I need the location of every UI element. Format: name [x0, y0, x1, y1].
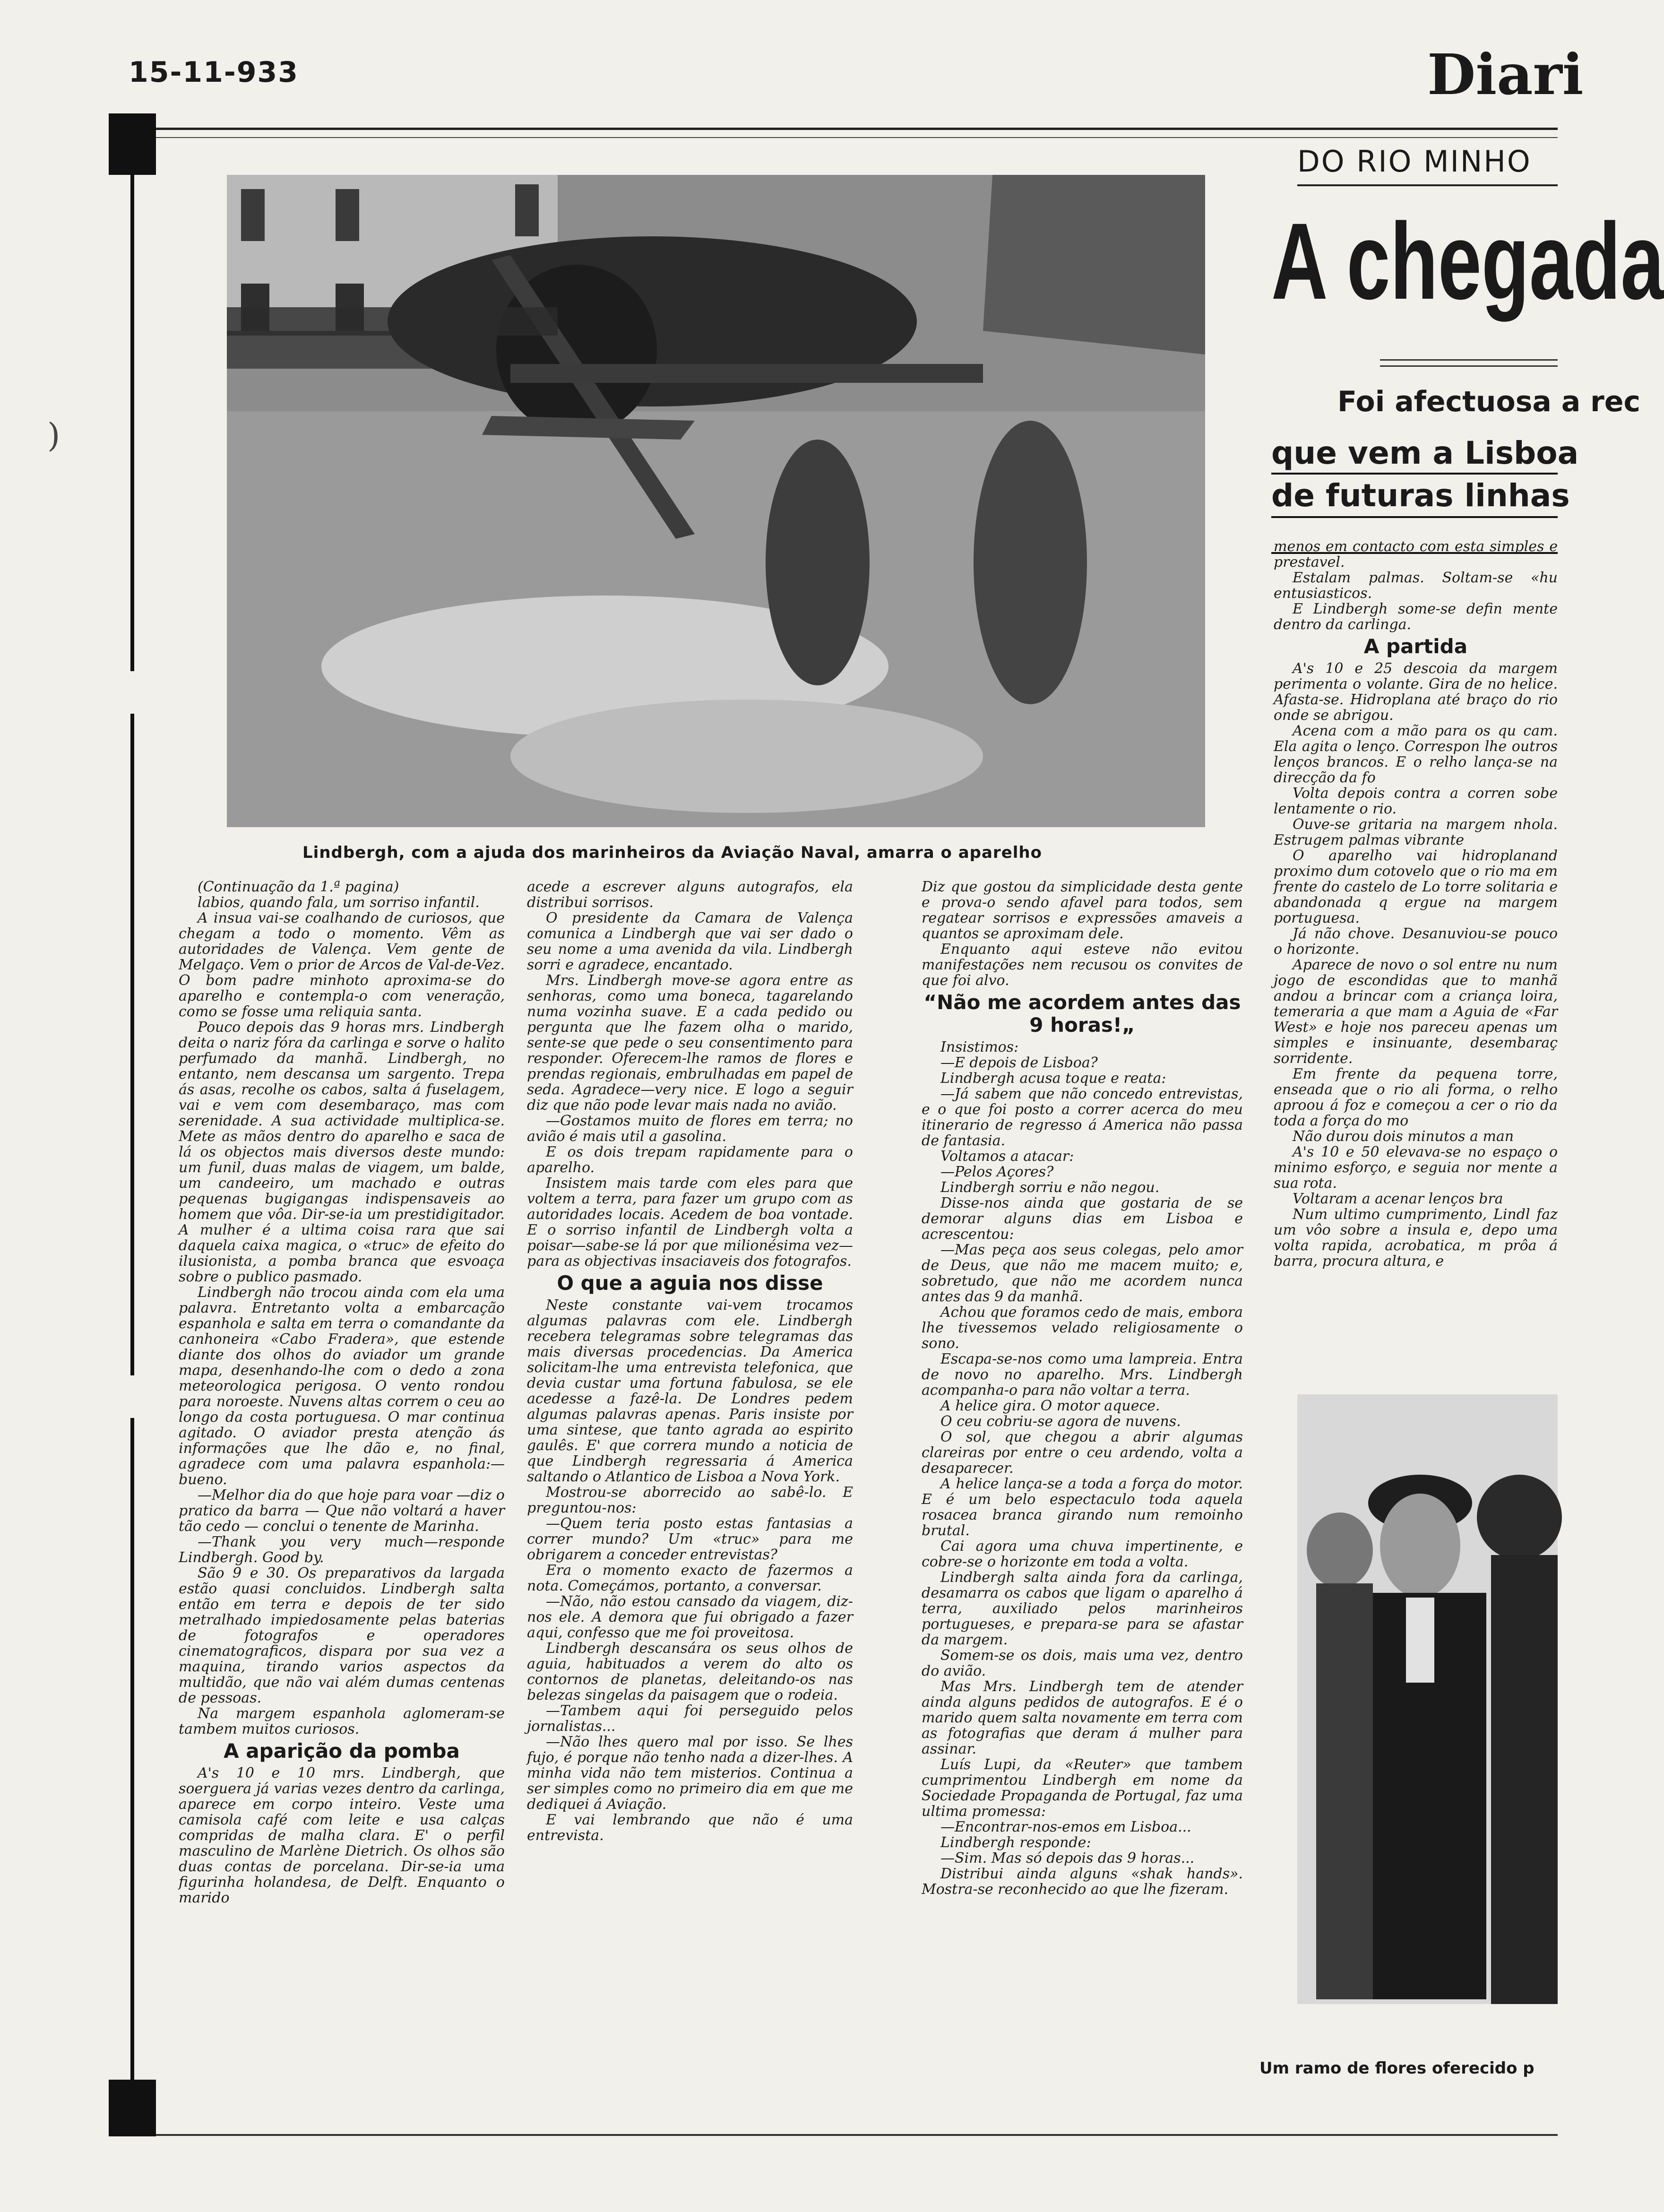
paragraph: —E depois de Lisboa?	[940, 1054, 1098, 1071]
headline-double-rule	[1380, 359, 1558, 367]
paragraph: Mostrou-se aborrecido ao sabê-lo. E preguntou-nos:	[527, 1484, 853, 1516]
continuation-note: (Continuação da 1.ª pagina)	[198, 879, 399, 895]
margin-mark: )	[47, 416, 60, 455]
headline: A chegada	[1271, 200, 1664, 322]
deck-underline	[1271, 473, 1558, 475]
paragraph: Num ultimo cumprimento, Lindl faz um vôo sobre a insula e, depo uma volta rapida, acrobatica, m prôa á barra, procura altura, e	[1274, 1206, 1558, 1270]
footer-rule	[156, 2134, 1558, 2136]
paragraph: —Quem teria posto estas fantasias a correr mundo? Um «truc» para me obrigarem a conceder entrevistas?	[527, 1515, 853, 1563]
paragraph: Diz que gostou da simplicidade desta gente e prova-o sendo afavel para todos, sem regatear sorrisos e expressões amaveis a quantos se aproximam dele.	[922, 879, 1243, 942]
subheading: A aparição da pomba	[224, 1739, 460, 1763]
paragraph: Mrs. Lindbergh move-se agora entre as senhoras, como uma boneca, tagarelando numa vozinha suave. E a cada pedido ou pergunta que lhe fazem olha o marido, sente-se que pede o seu consentimento para responder. Oferecem-lhe ramos de flores e prendas regionais, embrulhadas em papel de seda. Agradece—very nice. E logo a seguir diz que não pode levar mais nada no avião.	[527, 972, 853, 1114]
paragraph: Enquanto aqui esteve não evitou manifestações nem recusou os convites de que foi alvo.	[922, 941, 1243, 989]
masthead-title: Diari	[1427, 42, 1584, 107]
paragraph: Já não chove. Desanuviou-se pouco o horizonte.	[1274, 925, 1558, 958]
paragraph: —Thank you very much—responde Lindbergh. Good by.	[179, 1534, 505, 1566]
paragraph: O presidente da Camara de Valença comunica a Lindbergh que vai ser dado o seu nome a uma avenida da vila. Lindbergh sorri e agradece, encantado.	[527, 910, 853, 973]
subheading: O que a aguia nos disse	[557, 1271, 823, 1295]
paragraph: Em frente da pequena torre, enseada que o rio ali forma, o relho aproou á foz e começou a cer o rio da toda a força do mo	[1274, 1066, 1558, 1129]
binding-bar	[109, 113, 156, 2146]
issue-date: 15-11-933	[129, 56, 299, 89]
officers-illustration	[1297, 1394, 1558, 2004]
paragraph: Lindbergh salta ainda fora da carlinga, desamarra os cabos que ligam o aparelho á terra, auxiliado pelos marinheiros portugueses, e prepara-se para se afastar da margem.	[922, 1569, 1243, 1648]
paragraph: O aparelho vai hidroplanand proximo dum cotovelo que o rio ma em frente do castelo de Lo torre solitaria e abandonada q ergue na margem portuguesa.	[1274, 847, 1558, 926]
paragraph: Lindbergh acusa toque e reata:	[940, 1070, 1166, 1087]
paragraph: —Melhor dia do que hoje para voar —diz o pratico da barra — Que não voltará a haver tão cedo — conclui o tenente de Marinha.	[179, 1487, 505, 1535]
officers-photo	[1297, 1394, 1558, 2004]
paragraph: Disse-nos ainda que gostaria de se demorar alguns dias em Lisboa e acrescentou:	[922, 1195, 1243, 1243]
deck-line-3: de futuras linhas	[1271, 477, 1570, 514]
subheading: “Não me acordem antes das 9 horas!„	[923, 991, 1241, 1037]
paragraph: —Sim. Mas só depois das 9 horas...	[940, 1850, 1195, 1866]
article-column-3	[922, 879, 1243, 1897]
paragraph: Acena com a mão para os qu cam. Ela agita o lenço. Correspon lhe outros lenços brancos. E o relho lança-se na direcção da fo	[1274, 723, 1558, 786]
paragraph: A's 10 e 25 descoia da margem perimenta o volante. Gira de no helice. Afasta-se. Hidroplana até braço do rio onde se abrigou.	[1274, 660, 1558, 724]
paragraph: Voltamos a atacar:	[940, 1148, 1074, 1165]
paragraph: Cai agora uma chuva impertinente, e cobre-se o horizonte em toda a volta.	[922, 1538, 1243, 1570]
deck-line-1: Foi afectuosa a rec	[1337, 385, 1641, 418]
subheading: A partida	[1363, 635, 1468, 658]
paragraph: labios, quando fala, um sorriso infantil.	[198, 894, 480, 911]
paragraph: A insua vai-se coalhando de curiosos, que chegam a todo o momento. Vêm as autoridades de Valença. Vem gente de Melgaço. Vem o prior de Arcos de Val-de-Vez. O bom padre minhoto aproxima-se do aparelho e contempla-o com veneração, como se fosse uma reliquia santa.	[179, 910, 505, 1020]
paragraph: —Encontrar-nos-emos em Lisboa...	[940, 1819, 1191, 1835]
paragraph: Voltaram a acenar lenços bra	[1293, 1191, 1503, 1207]
paragraph: Estalam palmas. Soltam-se «hu entusiasticos.	[1274, 570, 1558, 602]
paragraph: menos em contacto com esta simples e prestavel.	[1274, 538, 1558, 570]
paragraph: —Tambem aqui foi perseguido pelos jornalistas...	[527, 1702, 853, 1735]
paragraph: Somem-se os dois, mais uma vez, dentro do avião.	[922, 1647, 1243, 1679]
paragraph: A helice lança-se a toda a força do motor. E é um belo espectaculo toda aquela rosacea branca girando num remoinho brutal.	[922, 1476, 1243, 1539]
paragraph: —Não, não estou cansado da viagem, diz-nos ele. A demora que fui obrigado a fazer aqui, confesso que me foi proveitosa.	[527, 1593, 853, 1641]
paragraph: Volta depois contra a corren sobe lentamente o rio.	[1274, 785, 1558, 817]
paragraph: Pouco depois das 9 horas mrs. Lindbergh deita o nariz fóra da carlinga e sorve o halito perfumado da manhã. Lindbergh, no entanto, nem descansa um sargento. Trepa ás asas, recolhe os cabos, salta á fuselagem, vai e vem com desembaraço, mas com serenidade. A sua actividade multiplica-se. Mete as mãos dentro do aparelho e saca de lá os objectos mais diversos deste mundo: um funil, duas malas de viagem, um balde, um candeeiro, um machado e outras pequenas bugigangas indispensaveis ao homem que vôa. Dir-se-ia um prestidigitador. A mulher é a ultima coisa rara que sai daquela caixa magica, o «truc» de efeito do ilusionista, a pomba branca que esvoaça sobre o publico pasmado.	[179, 1019, 505, 1285]
paragraph: A helice gira. O motor aquece.	[940, 1398, 1160, 1414]
paragraph: Insistem mais tarde com eles para que voltem a terra, para fazer um grupo com as autoridades locais. Acedem de boa vontade. E o sorriso infantil de Lindbergh volta a poisar—sabe-se lá por que milionésima vez—para as objectivas insaciaveis dos fotografos.	[527, 1175, 853, 1270]
paragraph: Na margem espanhola aglomeram-se tambem muitos curiosos.	[179, 1705, 505, 1737]
article-column-2	[527, 879, 853, 1843]
paragraph: Escapa-se-nos como uma lampreia. Entra de novo no aparelho. Mrs. Lindbergh acompanha-o para não voltar a terra.	[922, 1351, 1243, 1399]
paragraph: Insistimos:	[940, 1039, 1019, 1055]
paragraph: —Não lhes quero mal por isso. Se lhes fujo, é porque não tenho nada a dizer-lhes. A minha vida não tem misterios. Continua a ser simples como no primeiro dia em que me dediquei á Aviação.	[527, 1734, 853, 1813]
paragraph: Lindbergh não trocou ainda com ela uma palavra. Entretanto volta a embarcação espanhola e salta em terra o comandante da canhoneira «Cabo Fradera», que estende diante dos olhos do aviador um grande mapa, desenhando-lhe com o dedo a zona meteorologica perigosa. O vento rondou para noroeste. Nuvens altas correm o ceu ao longo da costa portuguesa. O mar continua agitado. O aviador presta atenção ás informações que lhe dão e, no final, agradece com uma palavra espanhola:—bueno.	[179, 1284, 505, 1488]
paragraph: Aparece de novo o sol entre nu num jogo de escondidas que to manhã andou a brincar com a criança loira, temeraria a que mam a Aguia de «Far West» e hoje nos pareceu apenas um simples e insinuante, desembaraç sorridente.	[1274, 957, 1558, 1067]
binding-block-bottom	[109, 2080, 156, 2136]
paragraph: Neste constante vai-vem trocamos algumas palavras com ele. Lindbergh recebera telegramas sobre telegramas das mais diversas procedencias. Da America solicitam-lhe uma entrevista telefonica, que devia custar uma fortuna fabulosa, se ele acedesse a fazê-la. De Londres pedem algumas palavras apenas. Paris insiste por uma sintese, que tanto agrada ao espirito gaulês. E' que correra mundo a noticia de que Lindbergh regressaria á America saltando o Atlantico de Lisboa a Nova York.	[527, 1297, 853, 1485]
binding-line	[130, 175, 134, 671]
seaplane-photo	[227, 175, 1205, 827]
binding-line	[130, 1418, 134, 2080]
photo-caption: Um ramo de flores oferecido p	[1259, 2059, 1535, 2078]
article-column-1	[179, 879, 505, 1906]
photo-caption: Lindbergh, com a ajuda dos marinheiros da Aviação Naval, amarra o aparelho	[302, 843, 1042, 862]
paragraph: Distribui ainda alguns «shak hands». Mostra-se reconhecido ao que lhe fizeram.	[922, 1866, 1243, 1898]
section-kicker: DO RIO MINHO	[1297, 144, 1532, 179]
paragraph: São 9 e 30. Os preparativos da largada estão quasi concluidos. Lindbergh salta então em terra e depois de ter sido metralhado impiedosamente pelas baterias de fotografos e operadores cinematograficos, dispara por sua vez a maquina, tirando varios aspectos da multidão, que não vai além dumas centenas de pessoas.	[179, 1565, 505, 1706]
paragraph: —Pelos Açores?	[940, 1164, 1054, 1180]
paragraph: Mas Mrs. Lindbergh tem de atender ainda alguns pedidos de autografos. E é o marido quem salta novamente em terra com as fotografias que deram á mulher para assinar.	[922, 1678, 1243, 1757]
paragraph: Não durou dois minutos a man	[1293, 1128, 1514, 1145]
paragraph: E Lindbergh some-se defin mente dentro da carlinga.	[1274, 601, 1558, 633]
deck-line-2: que vem a Lisboa	[1271, 435, 1579, 471]
paragraph: E vai lembrando que não é uma entrevista.	[527, 1812, 853, 1844]
paragraph: Achou que foramos cedo de mais, embora lhe tivessemos velado religiosamente o sono.	[922, 1304, 1243, 1352]
paragraph: A's 10 e 50 elevava-se no espaço o minimo esforço, e seguia nor mente a sua rota.	[1274, 1144, 1558, 1192]
paragraph: Ouve-se gritaria na margem nhola. Estrugem palmas vibrante	[1274, 816, 1558, 848]
paragraph: —Mas peça aos seus colegas, pelo amor de Deus, que não me macem muito; e, sobretudo, que não me acordem nunca antes das 9 da manhã.	[922, 1242, 1243, 1305]
kicker-rule	[1297, 184, 1558, 186]
header-rule-thin	[156, 137, 1558, 138]
binding-block-top	[109, 113, 156, 175]
paragraph: E os dois trepam rapidamente para o aparelho.	[527, 1144, 853, 1176]
paragraph: A's 10 e 10 mrs. Lindbergh, que soerguera já varias vezes dentro da carlinga, aparece em corpo inteiro. Veste uma camisola café com leite e usa calças compridas de malha clara. E' o perfil masculino de Marlène Dietrich. Os olhos são duas contas de porcelana. Dir-se-ia uma figurinha holandesa, de Delft. Enquanto o marido	[179, 1765, 505, 1906]
paragraph: —Gostamos muito de flores em terra; no avião é mais util a gasolina.	[527, 1113, 853, 1145]
seaplane-illustration	[227, 175, 1205, 827]
paragraph: O sol, que chegou a abrir algumas clareiras por entre o ceu ardendo, volta a desaparecer.	[922, 1429, 1243, 1477]
paragraph: acede a escrever alguns autografos, ela distribui sorrisos.	[527, 879, 853, 911]
header-rule	[156, 128, 1558, 130]
paragraph: Lindbergh descansára os seus olhos de aguia, habituados a verem do alto os contornos de planetas, deleitando-os nas belezas singelas da paisagem que o rodeia.	[527, 1640, 853, 1703]
paragraph: —Já sabem que não concedo entrevistas, e o que foi posto a correr acerca do meu itinerario de regresso á America não passa de fantasia.	[922, 1086, 1243, 1149]
article-column-4	[1274, 539, 1558, 1269]
paragraph: Era o momento exacto de fazermos a nota. Começámos, portanto, a conversar.	[527, 1562, 853, 1594]
deck-underline	[1271, 516, 1558, 518]
paragraph: O ceu cobriu-se agora de nuvens.	[940, 1413, 1181, 1430]
binding-line	[130, 714, 134, 1375]
paragraph: Luís Lupi, da «Reuter» que tambem cumprimentou Lindbergh em nome da Sociedade Propaganda de Portugal, faz uma ultima promessa:	[922, 1756, 1243, 1820]
paragraph: Lindbergh sorriu e não negou.	[940, 1179, 1160, 1196]
paragraph: Lindbergh responde:	[940, 1834, 1091, 1851]
